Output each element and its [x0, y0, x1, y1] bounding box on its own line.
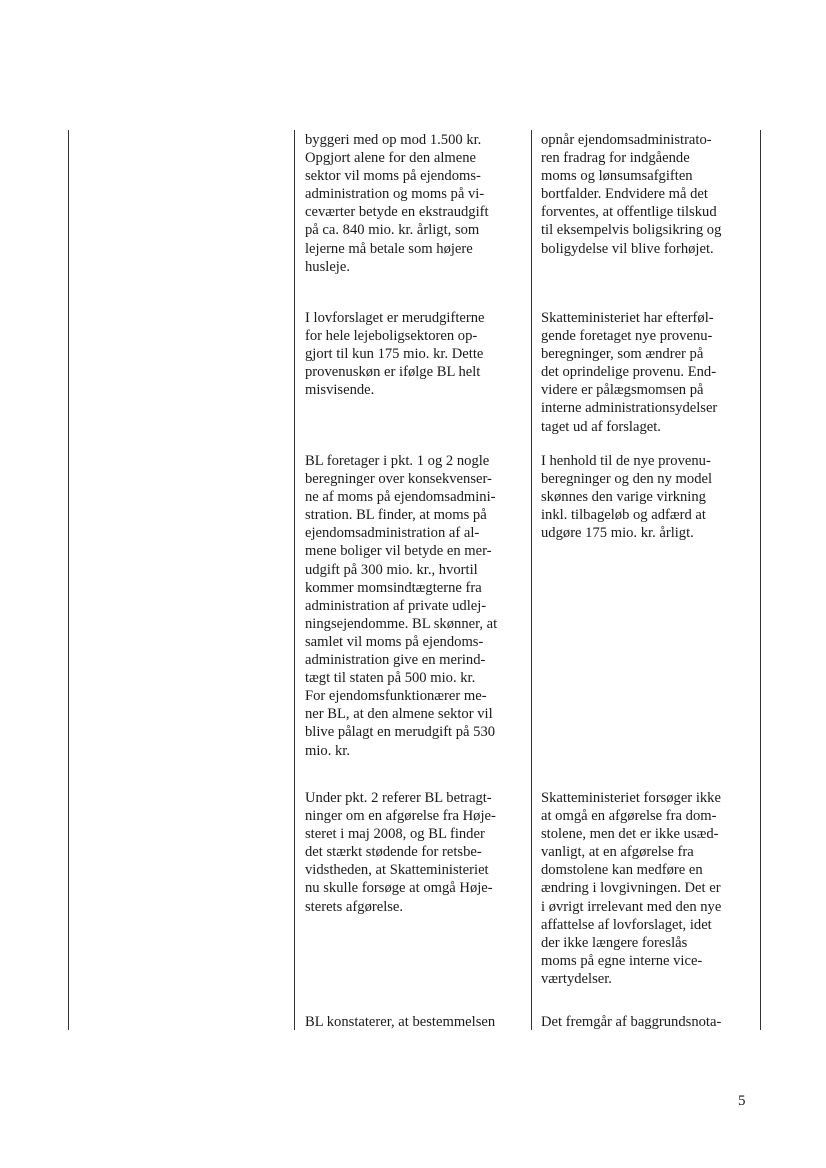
text-line: sterets afgørelse.: [305, 898, 404, 915]
right-cell-5: [541, 1013, 757, 1031]
text-line: misvisende.: [305, 382, 375, 399]
text-line: værtydelser.: [541, 970, 612, 987]
text-line: beregninger og den ny model: [541, 471, 713, 488]
text-line: opnår ejendomsadministrato-: [541, 132, 712, 148]
text-line: ningsejendomme. BL skønner, at: [305, 615, 498, 632]
text-line: udgøre 175 mio. kr. årligt.: [541, 525, 694, 542]
text-line: mene boliger vil betyde en mer-: [305, 543, 492, 560]
text-line: domstolene kan medføre en: [541, 862, 703, 879]
left-cell-4: [305, 789, 527, 916]
right-cell-3: [541, 452, 757, 542]
table-border-left: [68, 130, 69, 1030]
text-line: Under pkt. 2 referer BL betragt-: [305, 790, 492, 806]
column-divider-1: [294, 130, 295, 1030]
text-line: gjort til kun 175 mio. kr. Dette: [305, 346, 484, 363]
text-line: ceværter betyde en ekstraudgift: [305, 204, 489, 221]
text-line: beregninger, som ændrer på: [541, 346, 704, 363]
text-line: For ejendomsfunktionærer me-: [305, 688, 487, 705]
text-line: stolene, men det er ikke usæd-: [541, 826, 719, 843]
text-line: ren fradrag for indgående: [541, 150, 690, 167]
text-line: for hele lejeboligsektoren op-: [305, 328, 478, 345]
text-line: husleje.: [305, 258, 350, 275]
right-cell-1: [541, 131, 757, 258]
left-cell-1: [305, 131, 527, 276]
text-line: tægt til staten på 500 mio. kr.: [305, 670, 476, 687]
text-line: i øvrigt irrelevant med den nye: [541, 898, 722, 915]
text-line: stration. BL finder, at moms på: [305, 507, 487, 524]
text-line: sektor vil moms på ejendoms-: [305, 168, 481, 185]
text-line: moms på egne interne vice-: [541, 952, 703, 969]
text-line: I henhold til de nye provenu-: [541, 453, 711, 469]
text-line: Det fremgår af baggrundsnota-: [541, 1014, 722, 1030]
text-line: skønnes den varige virkning: [541, 489, 706, 506]
text-line: forventes, at offentlige tilskud: [541, 204, 717, 221]
text-line: ejendomsadministration af al-: [305, 525, 480, 542]
text-line: provenuskøn er ifølge BL helt: [305, 364, 481, 381]
text-line: administration af private udlej-: [305, 597, 487, 614]
text-line: udgift på 300 mio. kr., hvortil: [305, 561, 478, 578]
text-line: bortfalder. Endvidere må det: [541, 186, 708, 203]
left-cell-5: [305, 1013, 527, 1031]
text-line: BL foretager i pkt. 1 og 2 nogle: [305, 453, 490, 469]
text-line: blive pålagt en merudgift på 530: [305, 724, 496, 741]
text-line: at omgå en afgørelse fra dom-: [541, 808, 717, 825]
text-line: på ca. 840 mio. kr. årligt, som: [305, 222, 480, 239]
text-line: administration og moms på vi-: [305, 186, 485, 203]
text-line: ninger om en afgørelse fra Høje-: [305, 808, 496, 825]
text-line: mio. kr.: [305, 742, 350, 759]
left-cell-3: [305, 452, 527, 760]
text-line: affattelse af lovforslaget, idet: [541, 916, 712, 933]
text-line: moms og lønsumsafgiften: [541, 168, 693, 185]
text-line: nu skulle forsøge at omgå Høje-: [305, 880, 493, 897]
text-line: der ikke længere foreslås: [541, 934, 688, 951]
text-line: lejerne må betale som højere: [305, 240, 473, 257]
text-line: Opgjort alene for den almene: [305, 150, 476, 167]
text-line: ner BL, at den almene sektor vil: [305, 706, 493, 723]
text-line: taget ud af forslaget.: [541, 418, 661, 435]
text-line: vanligt, at en afgørelse fra: [541, 844, 694, 861]
left-cell-2: [305, 309, 527, 399]
text-line: vidstheden, at Skatteministeriet: [305, 862, 489, 879]
text-line: administration give en merind-: [305, 652, 486, 669]
text-line: Skatteministeriet har efterføl-: [541, 310, 714, 326]
text-line: beregninger over konsekvenser-: [305, 471, 492, 488]
table-border-right: [760, 130, 761, 1030]
text-line: steret i maj 2008, og BL finder: [305, 826, 485, 843]
right-cell-4: [541, 789, 757, 988]
text-line: Skatteministeriet forsøger ikke: [541, 790, 721, 806]
text-line: I lovforslaget er merudgifterne: [305, 310, 485, 326]
text-line: interne administrationsydelser: [541, 400, 718, 417]
text-line: ne af moms på ejendomsadmini-: [305, 489, 496, 506]
text-line: byggeri med op mod 1.500 kr.: [305, 132, 482, 148]
column-divider-2: [531, 130, 532, 1030]
text-line: til eksempelvis boligsikring og: [541, 222, 722, 239]
text-line: inkl. tilbageløb og adfærd at: [541, 507, 706, 524]
text-line: gende foretaget nye provenu-: [541, 328, 713, 345]
text-line: BL konstaterer, at bestemmelsen: [305, 1014, 496, 1030]
text-line: kommer momsindtægterne fra: [305, 579, 482, 596]
text-line: det stærkt stødende for retsbe-: [305, 844, 482, 861]
text-line: ændring i lovgivningen. Det er: [541, 880, 721, 897]
right-cell-2: [541, 309, 757, 436]
text-line: det oprindelige provenu. End-: [541, 364, 717, 381]
page-number: 5: [738, 1093, 746, 1109]
text-line: videre er pålægsmomsen på: [541, 382, 704, 399]
text-line: samlet vil moms på ejendoms-: [305, 633, 484, 650]
text-line: boligydelse vil blive forhøjet.: [541, 240, 714, 257]
